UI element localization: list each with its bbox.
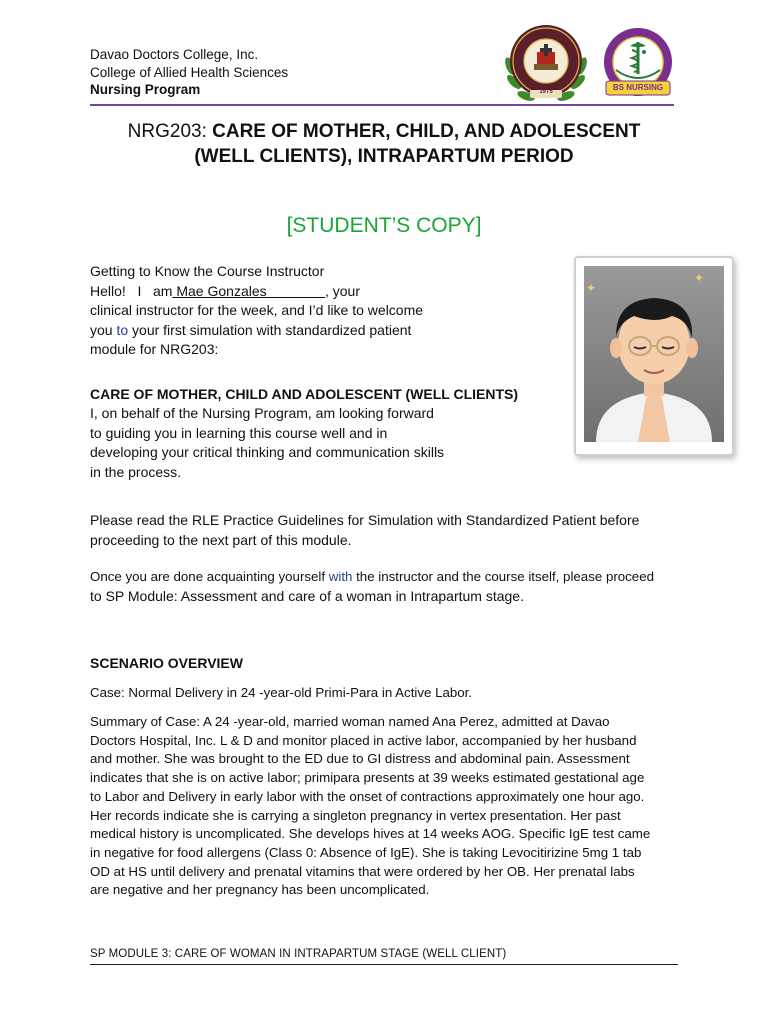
program-name: Nursing Program xyxy=(90,82,201,97)
section-heading-care: CARE OF MOTHER, CHILD AND ADOLESCENT (WELL CLIENTS) xyxy=(90,386,519,402)
svg-text:✦: ✦ xyxy=(694,271,705,285)
welcome-paragraph xyxy=(90,404,510,482)
proceed-note xyxy=(90,568,690,606)
svg-text:✦: ✦ xyxy=(586,281,597,295)
summary-line: Her records indicate she is carrying a singleton pregnancy in vertex presentation. Her past xyxy=(90,807,621,823)
college-department: College of Allied Health Sciences xyxy=(90,65,289,80)
summary-line: to Labor and Delivery in early labor with the onset of contractions approximately one hour ago. xyxy=(90,788,645,804)
intro-line4-b: to xyxy=(116,321,129,338)
instructor-name: Mae Gonzales xyxy=(172,282,325,299)
students-copy-label: [STUDENT’S COPY] xyxy=(286,214,482,237)
summary-line: and mother. She was brought to the ED due to GI distress and abdominal pain. Assessment xyxy=(90,751,630,767)
summary-line: Summary of Case: A 24 -year-old, married woman named Ana Perez, admitted at Davao xyxy=(90,714,610,729)
course-title xyxy=(0,119,768,169)
header-divider xyxy=(90,104,674,106)
summary-line: indicates that she is on active labor; primipara presents at 39 weeks estimated gestational age xyxy=(90,770,645,786)
welcome-line2: to guiding you in learning this course well and in xyxy=(90,424,388,441)
proceed-line1-c: the instructor and the course itself, please proceed xyxy=(352,569,654,584)
summary-line: medical history is uncomplicated. She develops hives at 14 weeks AOG. Specific IgE test came xyxy=(90,826,651,842)
course-title-line2: (WELL CLIENTS), INTRAPARTUM PERIOD xyxy=(194,146,574,167)
intro-heading: Getting to Know the Course Instructor xyxy=(90,263,325,279)
college-name: Davao Doctors College, Inc. xyxy=(90,47,259,62)
intro-hello: Hello! I am xyxy=(90,282,173,299)
scenario-summary xyxy=(90,713,710,900)
page-footer: SP MODULE 3: CARE OF WOMAN IN INTRAPARTUM STAGE (WELL CLIENT) xyxy=(90,948,507,960)
intro-paragraph xyxy=(90,262,490,360)
proceed-line1-a: Once you are done acquainting yourself xyxy=(90,569,329,584)
instructor-avatar xyxy=(576,258,732,454)
intro-line3: clinical instructor for the week, and I’d like to welcome xyxy=(90,302,424,318)
summary-line: OD at HS until delivery and prenatal vitamins that were ordered by her OB. Her prenatal labs xyxy=(90,863,635,879)
guidelines-line2: proceeding to the next part of this module. xyxy=(90,531,352,548)
welcome-line4: in the process. xyxy=(90,463,182,480)
summary-line: are negative and her pregnancy has been uncomplicated. xyxy=(90,882,430,898)
seal-year: 1975 xyxy=(539,89,553,95)
intro-line5: module for NRG203: xyxy=(90,341,219,357)
guidelines-line1: Please read the RLE Practice Guidelines for Simulation with Standardized Patient before xyxy=(90,512,640,528)
intro-line4-c: your first simulation with standardized patient xyxy=(128,321,412,338)
bs-nursing-badge: BS NURSING xyxy=(612,83,664,92)
course-title-line1: CARE OF MOTHER, CHILD, AND ADOLESCENT xyxy=(212,121,641,142)
scenario-case: Case: Normal Delivery in 24 -year-old Primi-Para in Active Labor. xyxy=(90,685,473,700)
summary-line: in negative for food allergens (Class 0: Absence of IgE). She is taking Levocitirizine 5mg 1 tab xyxy=(90,844,642,860)
guidelines-note xyxy=(90,511,690,550)
welcome-line3: developing your critical thinking and communication skills xyxy=(90,444,445,460)
intro-line4-a: you xyxy=(90,321,117,338)
scenario-heading: SCENARIO OVERVIEW xyxy=(90,655,243,671)
course-code: NRG203: xyxy=(127,121,213,142)
instructor-avatar-frame xyxy=(574,256,734,456)
proceed-line1-b: with xyxy=(328,569,353,584)
bs-nursing-logo xyxy=(596,26,678,102)
welcome-line1: I, on behalf of the Nursing Program, am looking forward xyxy=(90,405,434,421)
footer-divider xyxy=(90,964,678,965)
intro-after-name: , your xyxy=(324,282,360,299)
college-seal-logo xyxy=(504,22,588,106)
proceed-line2: to SP Module: Assessment and care of a woman in Intrapartum stage. xyxy=(90,587,524,604)
summary-line: Doctors Hospital, Inc. L & D and monitor placed in active labor, accompanied by her husband xyxy=(90,732,637,748)
